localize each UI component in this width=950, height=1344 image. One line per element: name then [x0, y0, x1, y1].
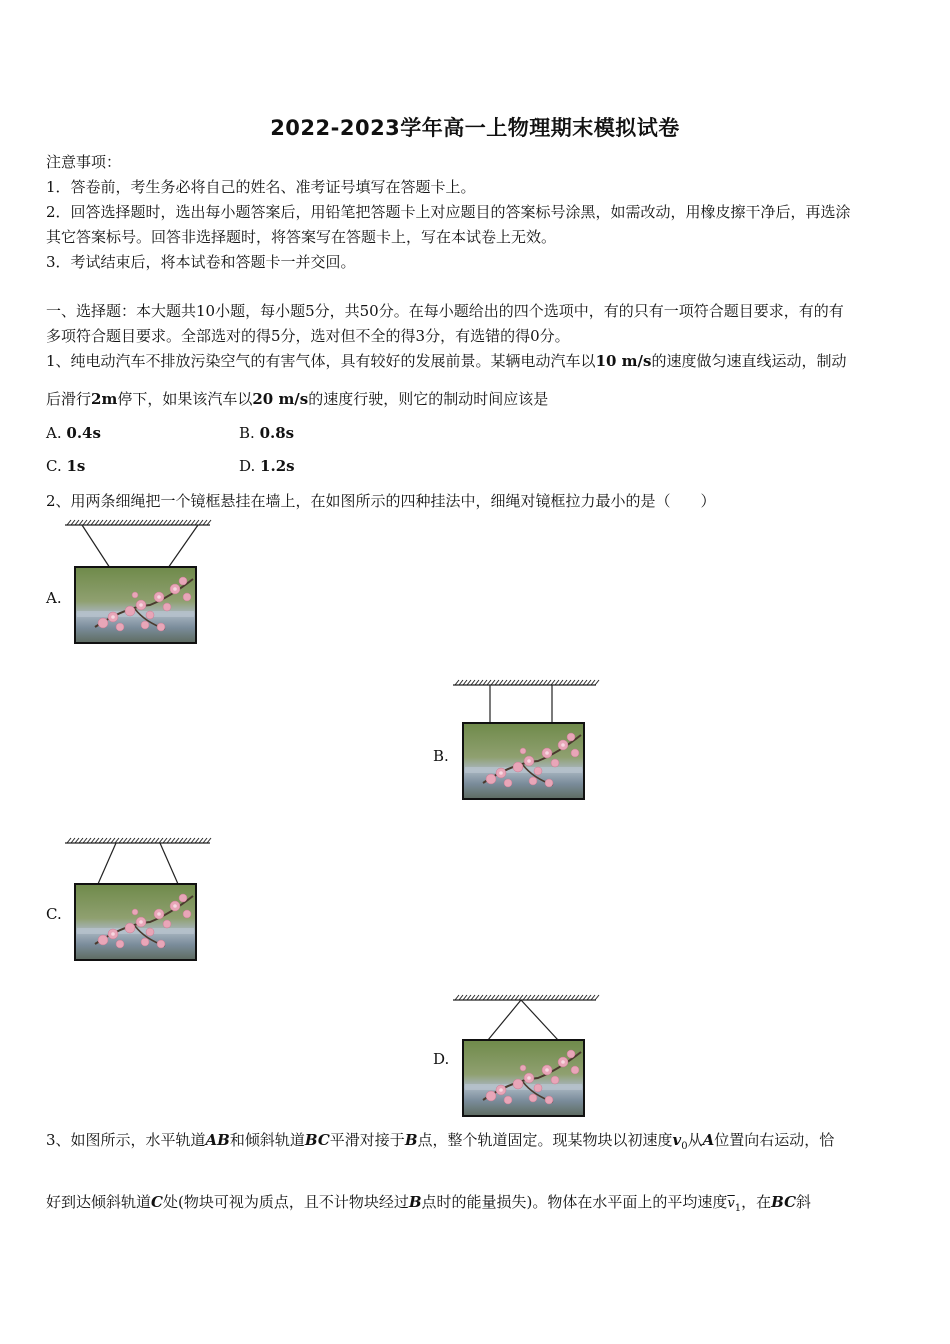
notice-item-2-cont: 其它答案标号。回答非选择题时，将答案写在答题卡上，写在本试卷上无效。: [46, 228, 557, 246]
hatch-mark: [167, 520, 171, 525]
hatch-mark: [539, 995, 543, 1000]
hatch-mark: [463, 995, 467, 1000]
hatch-mark: [583, 680, 587, 685]
hatch-mark: [207, 838, 211, 843]
rope-right: [168, 525, 198, 568]
hatch-mark: [127, 838, 131, 843]
hatch-mark: [555, 995, 559, 1000]
hatch-mark: [527, 995, 531, 1000]
hatch-mark: [503, 680, 507, 685]
hatch-mark: [531, 680, 535, 685]
hatch-mark: [559, 995, 563, 1000]
hatch-mark: [147, 838, 151, 843]
hatch-mark: [495, 680, 499, 685]
q1-option-a[interactable]: A. 0.4s: [46, 424, 101, 442]
hatch-mark: [107, 520, 111, 525]
page-title: 2022-2023学年高一上物理期末模拟试卷: [270, 116, 680, 140]
hatch-mark: [587, 995, 591, 1000]
hatch-mark: [531, 995, 535, 1000]
hatch-mark: [147, 520, 151, 525]
hatch-mark: [143, 838, 147, 843]
picture-frame: [75, 884, 196, 960]
hatch-mark: [507, 995, 511, 1000]
hatch-mark: [87, 520, 91, 525]
hatch-mark: [479, 680, 483, 685]
hatch-mark: [163, 838, 167, 843]
hatch-mark: [527, 680, 531, 685]
picture-frame: [75, 567, 196, 643]
hatch-mark: [491, 680, 495, 685]
hatch-mark: [87, 838, 91, 843]
hatch-mark: [123, 838, 127, 843]
hatch-mark: [107, 838, 111, 843]
hatch-mark: [547, 995, 551, 1000]
hatch-mark: [187, 838, 191, 843]
hatch-mark: [95, 520, 99, 525]
hatch-mark: [175, 520, 179, 525]
q2-option-d-label[interactable]: D.: [433, 1050, 450, 1068]
hatch-mark: [487, 680, 491, 685]
hatch-mark: [131, 838, 135, 843]
hatch-mark: [75, 520, 79, 525]
hatch-mark: [499, 995, 503, 1000]
hatch-mark: [519, 995, 523, 1000]
hatch-mark: [207, 520, 211, 525]
hatch-mark: [159, 520, 163, 525]
hatch-mark: [75, 838, 79, 843]
notice-item-1: 1．答卷前，考生务必将自己的姓名、准考证号填写在答题卡上。: [46, 178, 476, 196]
hatch-mark: [471, 680, 475, 685]
hatch-mark: [203, 838, 207, 843]
q3-stem-line1: 3、如图所示，水平轨道AB和倾斜轨道BC平滑对接于B点，整个轨道固定。现某物块以初速度$v_0$从A位置向右运动，恰: [46, 1131, 835, 1152]
hatch-mark: [195, 838, 199, 843]
q1-option-c[interactable]: C. 1s: [46, 457, 86, 475]
hatch-mark: [139, 838, 143, 843]
hatch-mark: [535, 680, 539, 685]
hatch-mark: [523, 995, 527, 1000]
hatch-mark: [459, 680, 463, 685]
hatch-mark: [551, 680, 555, 685]
q2-option-c-label[interactable]: C.: [46, 905, 62, 923]
rope-left: [82, 525, 110, 568]
hatch-mark: [483, 680, 487, 685]
hatch-mark: [151, 520, 155, 525]
hatch-mark: [95, 838, 99, 843]
hatch-mark: [111, 838, 115, 843]
hatch-mark: [71, 838, 75, 843]
hatch-mark: [455, 680, 459, 685]
hatch-mark: [463, 680, 467, 685]
hatch-mark: [91, 838, 95, 843]
q2-figure-c: [60, 833, 215, 965]
ceiling-hatch: [453, 995, 599, 1000]
hatch-mark: [535, 995, 539, 1000]
hatch-mark: [567, 995, 571, 1000]
hatch-mark: [155, 838, 159, 843]
hatch-mark: [467, 995, 471, 1000]
hatch-mark: [99, 838, 103, 843]
hatch-mark: [475, 680, 479, 685]
hatch-mark: [555, 680, 559, 685]
hatch-mark: [143, 520, 147, 525]
q2-figure-a: [60, 516, 215, 648]
hatch-mark: [131, 520, 135, 525]
hatch-mark: [191, 520, 195, 525]
hatch-mark: [515, 995, 519, 1000]
hatch-mark: [479, 995, 483, 1000]
hatch-mark: [111, 520, 115, 525]
hatch-mark: [159, 838, 163, 843]
q2-stem: 2、用两条细绳把一个镜框悬挂在墙上，在如图所示的四种挂法中，细绳对镜框拉力最小的是（ ）: [46, 492, 716, 510]
hatch-mark: [467, 680, 471, 685]
ceiling-hatch: [453, 680, 599, 685]
hatch-mark: [591, 995, 595, 1000]
q1-option-d[interactable]: D. 1.2s: [239, 457, 295, 475]
hatch-mark: [199, 838, 203, 843]
q1-stem-line1: 1、纯电动汽车不排放污染空气的有害气体，具有较好的发展前景。某辆电动汽车以10 m/s的速度做匀速直线运动，制动: [46, 352, 847, 370]
hatch-mark: [123, 520, 127, 525]
hatch-mark: [99, 520, 103, 525]
hatch-mark: [83, 520, 87, 525]
hatch-mark: [495, 995, 499, 1000]
rope-left: [98, 843, 116, 884]
hatch-mark: [571, 680, 575, 685]
hatch-mark: [459, 995, 463, 1000]
hatch-mark: [79, 520, 83, 525]
hatch-mark: [67, 838, 71, 843]
picture-frame: [463, 723, 584, 799]
hatch-mark: [83, 838, 87, 843]
hatch-mark: [563, 680, 567, 685]
hatch-mark: [135, 520, 139, 525]
hatch-mark: [487, 995, 491, 1000]
hatch-mark: [127, 520, 131, 525]
hatch-mark: [187, 520, 191, 525]
hatch-mark: [543, 680, 547, 685]
hatch-mark: [119, 838, 123, 843]
notice-item-2: 2．回答选择题时，选出每小题答案后，用铅笔把答题卡上对应题目的答案标号涂黑，如需改动，用橡皮擦干净后，再选涂: [46, 203, 851, 221]
hatch-mark: [163, 520, 167, 525]
hatch-mark: [471, 995, 475, 1000]
hatch-mark: [515, 680, 519, 685]
hatch-mark: [475, 995, 479, 1000]
notice-item-3: 3．考试结束后，将本试卷和答题卡一并交回。: [46, 253, 356, 271]
picture-frame: [463, 1040, 584, 1116]
q3-stem-line2: 好到达倾斜轨道C处(物块可视为质点，且不计物块经过B点时的能量损失)。物体在水平面上的平均速度$\overline{v}_1$，在BC斜: [46, 1193, 812, 1214]
hatch-mark: [571, 995, 575, 1000]
section-heading-cont: 多项符合题目要求。全部选对的得5分，选对但不全的得3分，有选错的得0分。: [46, 327, 570, 345]
hatch-mark: [179, 520, 183, 525]
hatch-mark: [171, 520, 175, 525]
hatch-mark: [91, 520, 95, 525]
q2-figure-d: [448, 988, 603, 1120]
hatch-mark: [103, 838, 107, 843]
hatch-mark: [595, 680, 599, 685]
hatch-mark: [511, 680, 515, 685]
hatch-mark: [195, 520, 199, 525]
rope-left: [488, 1000, 521, 1040]
hatch-mark: [551, 995, 555, 1000]
hatch-mark: [483, 995, 487, 1000]
ceiling-hatch: [65, 838, 211, 843]
hatch-mark: [587, 680, 591, 685]
hatch-mark: [175, 838, 179, 843]
hatch-mark: [499, 680, 503, 685]
hatch-mark: [135, 838, 139, 843]
hatch-mark: [575, 680, 579, 685]
hatch-mark: [151, 838, 155, 843]
hatch-mark: [539, 680, 543, 685]
ceiling-hatch: [65, 520, 211, 525]
hatch-mark: [523, 680, 527, 685]
hatch-mark: [575, 995, 579, 1000]
hatch-mark: [547, 680, 551, 685]
hatch-mark: [115, 520, 119, 525]
hatch-mark: [503, 995, 507, 1000]
notice-heading: 注意事项：: [46, 153, 122, 171]
hatch-mark: [139, 520, 143, 525]
hatch-mark: [67, 520, 71, 525]
hatch-mark: [579, 680, 583, 685]
hatch-mark: [519, 680, 523, 685]
q2-option-b-label[interactable]: B.: [433, 747, 449, 765]
q2-figure-b: [448, 673, 603, 805]
hatch-mark: [543, 995, 547, 1000]
hatch-mark: [511, 995, 515, 1000]
hatch-mark: [79, 838, 83, 843]
rope-right: [521, 1000, 558, 1040]
hatch-mark: [103, 520, 107, 525]
hatch-mark: [199, 520, 203, 525]
q1-option-b[interactable]: B. 0.8s: [239, 424, 295, 442]
hatch-mark: [563, 995, 567, 1000]
hatch-mark: [171, 838, 175, 843]
hatch-mark: [119, 520, 123, 525]
hatch-mark: [583, 995, 587, 1000]
hatch-mark: [179, 838, 183, 843]
hatch-mark: [191, 838, 195, 843]
hatch-mark: [455, 995, 459, 1000]
section-heading: 一、选择题：本大题共10小题，每小题5分，共50分。在每小题给出的四个选项中，有的只有一项符合题目要求，有的有: [46, 302, 844, 320]
hatch-mark: [167, 838, 171, 843]
hatch-mark: [559, 680, 563, 685]
hatch-mark: [595, 995, 599, 1000]
hatch-mark: [591, 680, 595, 685]
hatch-mark: [71, 520, 75, 525]
hatch-mark: [155, 520, 159, 525]
hatch-mark: [183, 838, 187, 843]
hatch-mark: [183, 520, 187, 525]
hatch-mark: [491, 995, 495, 1000]
hatch-mark: [115, 838, 119, 843]
q2-option-a-label[interactable]: A.: [46, 589, 62, 607]
rope-right: [160, 843, 178, 884]
hatch-mark: [579, 995, 583, 1000]
q1-stem-line2: 后滑行2m停下，如果该汽车以20 m/s的速度行驶，则它的制动时间应该是: [46, 390, 549, 408]
hatch-mark: [507, 680, 511, 685]
hatch-mark: [203, 520, 207, 525]
hatch-mark: [567, 680, 571, 685]
